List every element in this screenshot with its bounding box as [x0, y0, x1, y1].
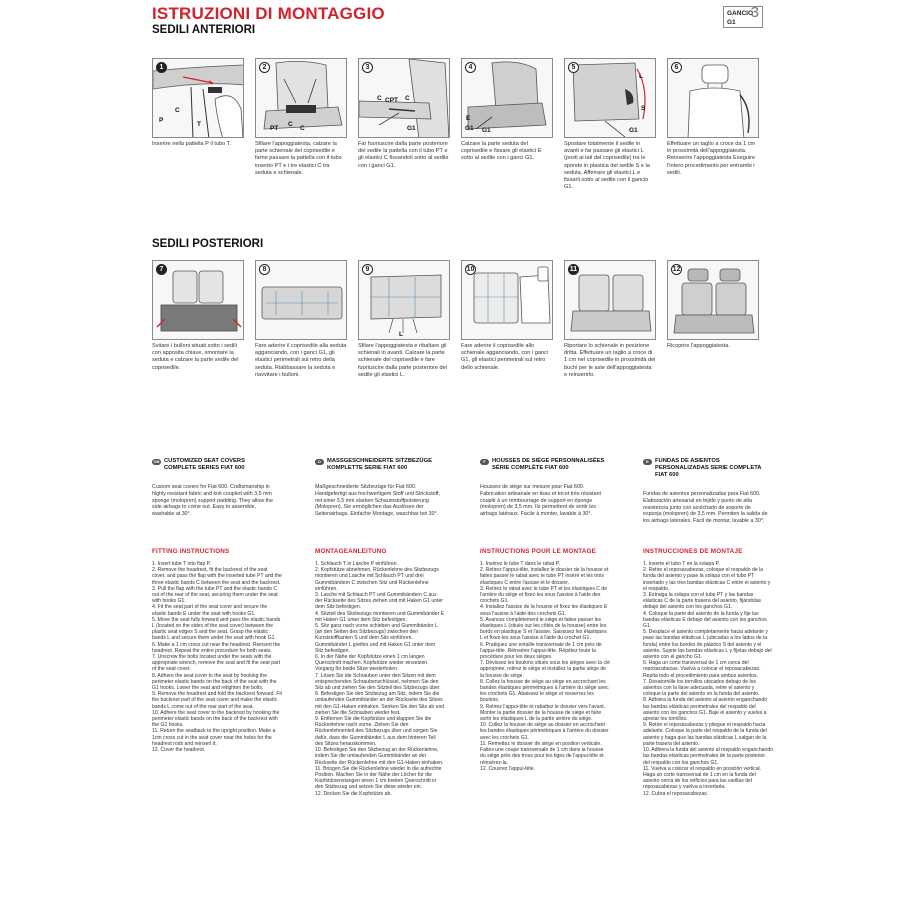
rear-step-10 — [461, 260, 553, 372]
step-number: 7 — [156, 264, 167, 275]
step-caption: Fare aderire il coprisedile alla seduta agganciando, con i ganci G1, gli elastici perimetrali sul retro della seduta. Riabbassare la seduta e riavvitare i bulloni. — [255, 343, 347, 378]
rear-step-9 — [358, 260, 450, 379]
headrest-cut-illustration — [668, 59, 759, 138]
fitting-title: INSTRUCCIONES DE MONTAJE — [643, 548, 743, 555]
front-step-6 — [667, 58, 759, 177]
fitting-title: FITTING INSTRUCTIONS — [152, 548, 230, 555]
lang-block-de — [315, 458, 440, 518]
step-illustration — [564, 260, 656, 340]
step-number: 3 — [362, 62, 373, 73]
rear-seats-heading: SEDILI POSTERIORI — [152, 238, 264, 250]
rear-headrest-illustration — [668, 261, 759, 340]
lang-description: Housses de siège sur mesure pour Fiat 600. Fabrication artisanale en tissu et tricot très résistant couplé à un rembourrage de support en éponge (molopren) de 3,5 mm. Ils permettent de sortir les airbags latéraux. Facile à monter, lavable à 30°. — [480, 484, 601, 518]
front-step-3 — [358, 58, 450, 170]
fitting-title: MONTAGEANLEITUNG — [315, 548, 387, 555]
rear-backrest-illustration — [359, 261, 450, 340]
fitting-instructions-fr — [480, 548, 610, 772]
page-title: ISTRUZIONI DI MONTAGGIO — [152, 4, 385, 23]
fitting-body: 1. Schlauch T in Lasche P einführen. 2. Kopfstütze abnehmen, Rückenlehne des Sitzbezugs montieren und Lasche mit Schlauch PT und drei Gummibändern C zwischen Sitz und Rückenlehne einführen. 3. Lasche mit Schlauch PT und Gummibändern C aus der Rückseite des Sitzes ziehen und mit Haken G1 unter dem Sitz befestigen. 4. Sitzteil des Sitzbezugs montieren und Gummibänder E mit Haken G1 unter dem Sitz befestigen. 5. Sitz ganz nach vorne schieben und Gummibänder L (an den Seiten des Sitzbezugs) zwischen den Kunststoffkanten S und dem Sitz einführen. Gummibänder L greifen und mit Haken G1 unter dem Sitz befestigen. 6. In der Nähe der Kopfstütze einen 1 cm langen Querschnitt machen. Kopfstütze wieder einsetzen. Vorgang für beide Sitze wiederholen. 7. Lösen Sie die Schrauben unter den Sitzen mit dem entsprechenden Schraubenschlüssel, nehmen Sie den Sitz ab und ziehen Sie den Sitzteil des Sitzbezugs über. 8. Befestigen Sie den Sitzbezug am Sitz, indem Sie die umlaufenden Gummibänder an der Rückseite des Sitzes mit den G1-Haken einhaken. Senken Sie den Sitz ab und ziehen Sie die Schrauben wieder fest. 9. Entfernen Sie die Kopfstütze und klappen Sie die Rückenlehne nach vorne. Ziehen Sie den Rückenlehnenteil des Sitzbezugs über und sorgen Sie dafür, dass die Gummibänder L aus dem hinteren Teil des Sitzes herauskommen. 10. Befestigen Sie den Sitzbezug an der Rückenlehne, indem Sie die umlaufenden Gummibänder an der Rückseite der Rückenlehne mit den G1-Haken einhaken. 11. Bringen Sie die Rückenlehne wieder in die aufrechte Position. Machen Sie in der Nähe der Löcher für die Kopfstützenstangen einen 1 cm breiten Querschnitt in den Sitzbezug und setzen Sie diese wieder ein. 12. Decken Sie die Kopfstütze ab. — [315, 561, 445, 797]
fitting-body: 1. Insérez le tube T dans le rabat P. 2. Retirez l'appui-tête, installez le dossier de la housse et faites passer le rabat avec le tube PT inséré et les trois élastiques C entre l'assise et le dossier. 3. Retirez le rabat avec le tube PT et les élastiques C de l'arrière du siège et fixez-les sous l'assise à l'aide des crochets G1. 4. Installez l'assise de la housse et fixez les élastiques E sous l'assise à l'aide des crochets G1. 5. Avancez complètement le siège et faites passer les élastiques L (situés sur les côtés de la housse) entre les bords en plastique S et l'assise. Saisissez les élastiques L et fixez-les sous l'assise à l'aide du crochet G1. 6. Pratiquez une entaille transversale de 1 cm près de l'appui-tête. Réinsérer l'appui-tête. Répétez toute la procédure pour les deux sièges. 7. Dévissez les boulons situés sous les sièges avec la clé appropriée, retirez le siège et installez la partie siège de la housse de siège. 8. Collez la housse de siège au siège en accrochant les bandes élastiques périmétriques à l'arrière du siège avec les crochets G1. Abaissez le siège et resserrez les boulons. 9. Retirez l'appui-tête et rabattez le dossier vers l'avant. Monter la partie dossier de la housse de siège et faire sortir les élastiques L de la partie arrière du siège. 10. Collez la housse de siège au dossier en accrochant les bandes élastiques périmétriques à l'arrière du dossier avec les crochets G1. 11. Remettez le dossier de siège en position verticale. Faites une coupe transversale de 1 cm dans la housse du siège près des trous pour les tiges de l'appui-tête et réinsérez-la. 12. Couvrez l'appui-tête. — [480, 561, 610, 772]
flag-gb-icon: GB — [153, 459, 160, 464]
front-step-2 — [255, 58, 347, 177]
step-illustration — [152, 260, 244, 340]
rear-step-11 — [564, 260, 656, 379]
step-number: 9 — [362, 264, 373, 275]
lang-title: CUSTOMIZED SEAT COVERS COMPLETE SERIES FIAT 600 — [164, 458, 245, 471]
step-number: 5 — [568, 62, 579, 73]
lang-description: Maßgeschneiderte Sitzbezüge für Fiat 600. Handgefertigt aus hochwertigem Stoff und Strickstoff, mit einer 3,5 mm starken Schaumstoffpolsterung (Molopren). Sie ermöglichen das Auslösen der Seitenairbags. Einfache Montage, waschbar bei 30°. — [315, 484, 440, 518]
step-number: 4 — [465, 62, 476, 73]
fitting-instructions-en — [152, 548, 282, 753]
step-caption: Riportare lo schienale in posizione dritta. Effettuare un taglio a croce di 1 cm nel coprisedile in prossimità dei buchi per le aste dell'appoggiatesta e reinserirlo. — [564, 343, 656, 378]
seat-forward-illustration — [565, 59, 656, 138]
rear-upright-illustration — [565, 261, 656, 340]
front-step-5 — [564, 58, 656, 191]
step-illustration: 9 L — [358, 260, 450, 340]
hook-badge — [723, 6, 763, 28]
step-caption: Inserire nella pattella P il tubo T. — [152, 141, 232, 147]
step-illustration: 2 PT C C — [255, 58, 347, 138]
fitting-instructions-de — [315, 548, 445, 797]
badge-number: 3 — [750, 4, 759, 21]
flag-de-icon: D — [315, 459, 324, 465]
step-caption: Effettuare un taglio a croce da 1 cm in prossimità dell'appoggiatesta. Reinserire l'appoggiatesta Eseguire l'intero procedimento per entrambi i sedili. — [667, 141, 756, 176]
step-illustration: 3 C CPT C G1 — [358, 58, 450, 138]
step-number: 11 — [569, 266, 578, 273]
fitting-title: INSTRUCTIONS POUR LE MONTAGE — [480, 548, 597, 555]
badge-line-2: G1 — [727, 19, 736, 26]
step-caption: Far fuoriuscire dalla parte posteriore del sedile la pattella con il tubo PT e gli elastici C fissandoli sotto al sedile con i ganci G1. — [358, 141, 449, 169]
step-number: 10 — [466, 266, 475, 273]
step-illustration: 4 E G1 G1 — [461, 58, 553, 138]
front-seats-heading: SEDILI ANTERIORI — [152, 24, 256, 36]
lang-block-es — [643, 458, 768, 525]
step-caption: Sfilare l'appoggiatesta, calzare la parte schienale del coprisedile e farne passare la pattella con il tubo inserito PT e i tre elastici C tra seduta e schienale. — [255, 141, 342, 176]
front-step-4 — [461, 58, 553, 163]
fitting-body: 1. Inserte el tubo T en la solapa P. 2. Retire el reposacabezas, coloque el respaldo de la funda del asiento y pase la solapa con el tubo PT insertado y las tres bandas elásticas C entre el asiento y el respaldo. 3. Extraiga la solapa con el tubo PT y las bandas elásticas C de la parte trasera del asiento, fijándolas debajo del asiento con los ganchos G1. 4. Coloque la parte del asiento de la funda y fije las bandas elásticas E debajo del asiento con los ganchos G1. 5. Desplace el asiento completamente hacia adelante y pase las bandas elásticas L (ubicadas a los lados de la funda) entre los bordes de plástico S del asiento y el asiento. Sujete las bandas elásticas L y fíjelas debajo del asiento con el gancho G1. 6. Haga un corte transversal de 1 cm cerca del reposacabezas. Vuelva a colocar el reposacabezas. Repita todo el procedimiento para ambos asientos. 7. Desatornille los tornillos ubicados debajo de los asientos con la llave adecuada, retire el asiento y coloque la parte del asiento en la funda del asiento. 8. Adhiera la funda del asiento al asiento enganchando las bandas elásticas perimetrales del respaldo del asiento con los ganchos G1. Baje el asiento y vuelva a apretar los tornillos. 9. Retire el reposacabezas y pliegue el respaldo hacia adelante. Coloque la parte del respaldo de la funda del asiento y haga que las bandas elásticas L salgan de la parte trasera del asiento. 10. Adhiera la funda del asiento al respaldo enganchando las bandas elásticas perimetrales de la parte posterior del respaldo con los ganchos G1. 11. Vuelva a colocar el respaldo en posición vertical. Haga un corte transversal de 1 cm en la funda del asiento cerca de los orificios para las varillas del reposacabezas y vuelva a insertarla. 12. Cubra el reposacabezas. — [643, 561, 773, 797]
step-illustration — [667, 58, 759, 138]
seat-cushion-illustration — [462, 59, 553, 138]
step-illustration — [255, 260, 347, 340]
step-caption: Svitare i bulloni situati sotto i sedili con apposita chiave, smontare la seduta e calzare la parte sedile del coprisedile. — [152, 343, 239, 371]
fitting-instructions-es — [643, 548, 773, 797]
step-illustration — [461, 260, 553, 340]
lang-title: FUNDAS DE ASIENTOS PERSONALIZADAS SERIE COMPLETA FIAT 600 — [655, 458, 762, 478]
step-caption: Fare aderire il coprisedile allo schienale agganciando, con i ganci G1, gli elastici perimetrali sul retro dello schienale. — [461, 343, 549, 371]
step-number: 6 — [671, 62, 682, 73]
rear-step-7 — [152, 260, 244, 372]
step-caption: Spostare totalmente il sedile in avanti e far passare gli elastici L (posti ai lati del coprisedile) tra le sponde in plastica del sedile S e la seduta. Afferrare gli elastici L e fissarli sotto al sedile con il gancio G1. — [564, 141, 650, 191]
step-number: 12 — [672, 266, 681, 273]
step-number: 1 — [156, 62, 167, 73]
step-number: 2 — [259, 62, 270, 73]
lang-title: HOUSSES DE SIÈGE PERSONNALISÉES SÉRIE COMPLÈTE FIAT 600 — [492, 458, 605, 471]
lang-description: Custom seat covers for Fiat 600. Craftsmanship in highly resistant fabric and knit coupled with 3,5 mm sponge (molopren) support padding. They allow the side airbags to come out. Easy to assemble, washable at 30°. — [152, 484, 273, 518]
step-caption: Calzare la parte seduta del coprisedile e fissare gli elastici E sotto al sedile con i ganci G1. — [461, 141, 542, 162]
step-caption: Sfilare l'appoggiatesta e ribaltare gli schienali in avanti. Calzare la parte schienale del coprisedile e fare fuoriuscire dalla parte posteriore del sedile gli elastici L. — [358, 343, 447, 378]
flag-es-icon: E — [643, 459, 652, 465]
step-illustration — [667, 260, 759, 340]
rear-cushion-hooks-illustration — [256, 261, 347, 340]
front-step-1 — [152, 58, 244, 148]
step-illustration: 1 P C T — [152, 58, 244, 138]
rear-step-8 — [255, 260, 347, 379]
lang-description: Fundas de asientos personalizadas para Fiat 600. Elaboración artesanal en tejido y punto de alta resistencia junto con acolchado de soporte de esponja (molopren) de 3,5 mm. Permiten la salida de los airbags laterales. Fácil de montar, lavable a 30°. — [643, 491, 768, 525]
badge-line-1: GANCIO — [727, 10, 753, 17]
flag-fr-icon: F — [480, 459, 489, 465]
lang-block-en — [152, 458, 277, 518]
rear-backrest-hooks-illustration — [462, 261, 553, 340]
lang-title: MASSGESCHNEIDERTE SITZBEZÜGE KOMPLETTE SERIE FIAT 600 — [327, 458, 432, 471]
step-caption: Ricoprire l'appoggiatesta. — [667, 343, 730, 349]
lang-block-fr — [480, 458, 605, 518]
step-number: 8 — [259, 264, 270, 275]
rear-seat-removal-illustration — [153, 261, 244, 340]
step-illustration: 5 L S G1 — [564, 58, 656, 138]
rear-step-12 — [667, 260, 759, 350]
fitting-body: 1. Insert tube T into flap P. 2. Remove the headrest, fit the backrest of the seat cover, and pass the flap with the inserted tube PT and the three elastic bands C between the seat and the backrest. 3. Pull the flap with the tube PT and the elastic bands C out of the rear of the seat, securing them under the seat with hooks G1. 4. Fit the seat part of the seat cover and secure the elastic bands E under the seat with hooks G1. 5. Move the seat fully forward and pass the elastic bands L (located on the sides of the seat cover) between the plastic seat edges S and the seat. Grasp the elastic bands L and secure them under the seat with hook G1. 6. Make a 1 cm cross cut near the headrest. Reinsert the headrest. Repeat the entire procedure for both seats. 7. Unscrew the bolts located under the seats with the appropriate wrench, remove the seat and fit the seat part of the seat cover. 8. Adhere the seat cover to the seat by hooking the perimeter elastic bands on the back of the seat with the G1 hooks. Lower the seat and retighten the bolts. 9. Remove the headrest and fold the backrest forward. Fit the backrest part of the seat cover and make the elastic bands L come out of the rear part of the seat. 10. Adhere the seat cover to the backrest by hooking the perimeter elastic bands on the back of the backrest with the G1 hooks. 11. Return the seatback to the upright position. Make a 1cm cross cut in the seat cover near the holes for the headrest rods and reinsert it. 12. Cover the headrest. — [152, 561, 282, 754]
